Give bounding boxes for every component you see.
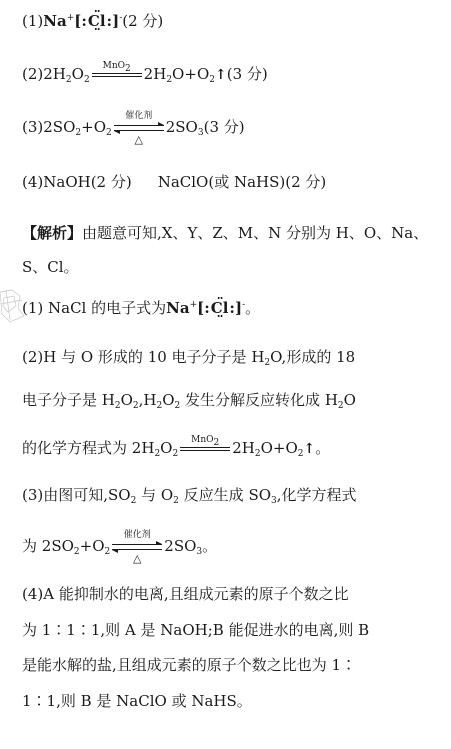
gas-arrow-icon: ↑ [303, 441, 316, 457]
analysis-part-1: (1) NaCl 的电子式为Na+[:·· Cl ··:]-。 [22, 297, 260, 319]
analysis-part-2-line-3: 的化学方程式为 $2H_2O_2$ MnO$_2$ $2H_2O+O_2↑$。 [22, 435, 331, 459]
analysis-label: 【解析】 [22, 224, 83, 242]
answer-1-score: (2 分) [122, 12, 164, 30]
answer-1-number: (1) [22, 12, 44, 30]
analysis-part-3-line-2: 为 $2SO_2+O_2$ 催化剂 △ $2SO_3$。 [22, 530, 218, 565]
answer-3: $(3)2SO_2+O_2$ 催化剂 △ $2SO_3(3$ 分) [22, 111, 245, 146]
sodium-charge: + [66, 13, 75, 23]
answer-4-naoh: NaOH(2 分) [43, 173, 132, 191]
gas-arrow-icon: ↑ [214, 67, 227, 83]
reversible-arrow-catalyst: 催化剂 △ [114, 125, 164, 131]
analysis-part-2-line-2: 电子分子是 $H_2O_2,H_2O_2$ 发生分解反应转化成 $H_2O$ [22, 391, 356, 411]
chloride-charge: - [119, 13, 123, 23]
answer-2-number: (2) [22, 65, 44, 83]
analysis-part-4-line-2: 为 1∶1∶1,则 A 是 NaOH;B 能促进水的电离,则 B [22, 621, 370, 639]
analysis-part-4-line-1: (4)A 能抑制水的电离,且组成元素的原子个数之比 [22, 585, 349, 603]
answer-2: $(2)2H_2O_2$ MnO$_2$ $2H_2O+O_2↑(3$ 分) [22, 61, 268, 85]
sodium-symbol: Na [43, 12, 67, 30]
reaction-equals-mno2: MnO$_2$ [180, 447, 230, 451]
analysis-part-3-line-1: (3)由图可知$,SO_2$ 与 $O_2$ 反应生成 $SO_3$,化学方程式 [22, 486, 357, 506]
chloride-lewis-structure: [:·· Cl ··:] [197, 297, 242, 319]
analysis-part-2-line-1: (2)H 与 O 形成的 10 电子分子是 $H_2O$,形成的 18 [22, 348, 356, 368]
reversible-arrow-catalyst: 催化剂 △ [112, 544, 162, 550]
answer-4-naclo: NaClO(或 NaHS)(2 分) [157, 173, 327, 191]
analysis-part-4-line-3: 是能水解的盐,且组成元素的原子个数之比也为 1∶ [22, 656, 357, 674]
analysis-part-4-line-4: 1∶1,则 B 是 NaClO 或 NaHS。 [22, 692, 252, 710]
answer-3-score: (3 分) [203, 118, 245, 136]
answer-4-number: (4) [22, 173, 44, 191]
analysis-intro: 【解析】由题意可知,X、Y、Z、M、N 分别为 H、O、Na、 [22, 224, 429, 242]
answer-2-score: (3 分) [226, 65, 268, 83]
reaction-equals-mno2: MnO$_2$ [92, 73, 142, 77]
analysis-intro-cont: S、Cl。 [22, 258, 79, 276]
answer-1 [22, 10, 163, 32]
answer-3-number: (3) [22, 118, 44, 136]
answer-4 [22, 171, 326, 193]
chloride-lewis-structure: [:·· Cl ··:] [74, 10, 119, 32]
